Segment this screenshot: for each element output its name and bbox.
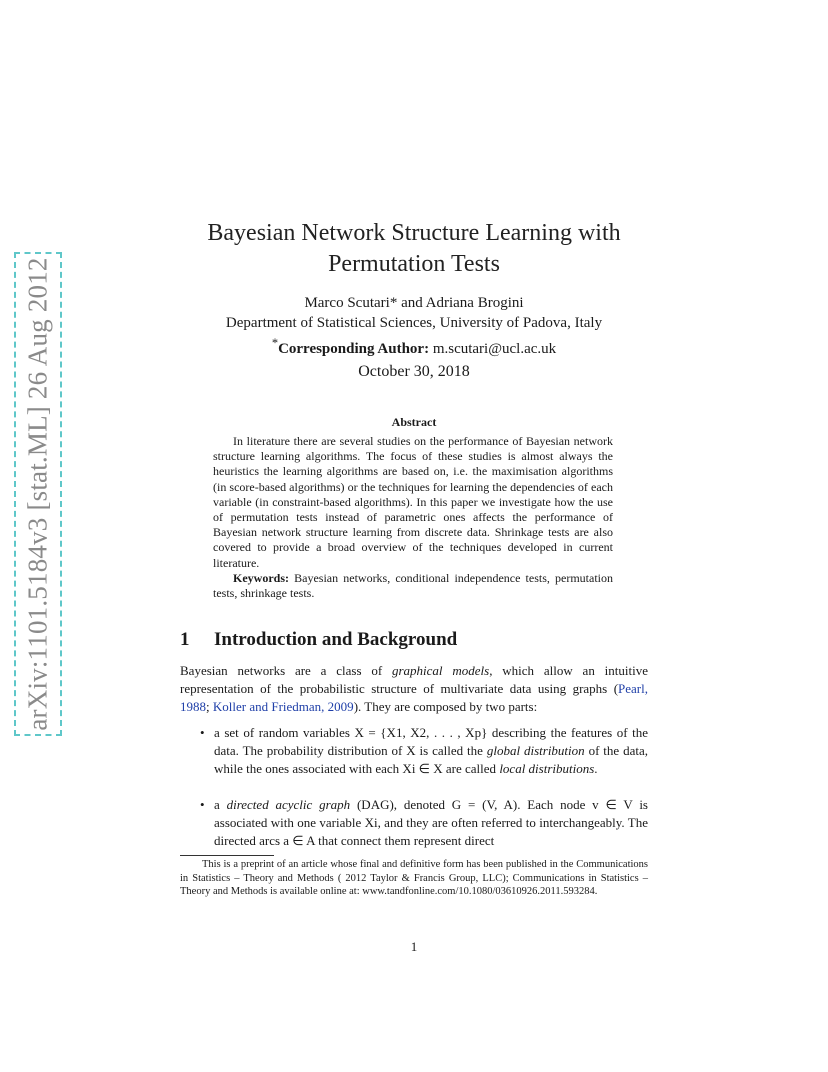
list-item xyxy=(200,796,648,850)
keywords xyxy=(213,571,613,601)
citation-koller-link[interactable]: Koller and Friedman, 2009 xyxy=(212,699,354,714)
author-affiliation: Department of Statistical Sciences, University of Padova, Italy xyxy=(225,315,603,331)
section-number: 1 xyxy=(180,629,190,650)
bullet-2-part-b: (DAG), denoted G = (V, A). Each node v ∈ V is associated with one variable Xi, and they are often referred to interchangeably. The directed arcs a ∈ A that connect them represent direct xyxy=(214,797,648,848)
corresponding-marker: * xyxy=(271,336,279,350)
bullet-icon: • xyxy=(200,725,205,740)
abstract-heading: Abstract xyxy=(391,415,437,429)
arxiv-stamp-text: arXiv:1101.5184v3 [stat.ML] 26 Aug 2012 xyxy=(22,257,53,731)
intro-emphasis: graphical models xyxy=(391,663,490,678)
bullet-1-part-b: of the data, while the ones associated with each Xi ∈ X are called xyxy=(214,743,648,776)
bullet-1-part-a: a set of random variables X = {X1, X2, . . . , Xp} describing the features of the data. The probability distribution of X is called the xyxy=(214,725,648,758)
abstract-body xyxy=(213,434,613,601)
title-line-2: Permutation Tests xyxy=(328,251,500,277)
bullet-2-emphasis: directed acyclic graph xyxy=(226,797,351,812)
paper-title xyxy=(180,218,648,280)
corresponding-author xyxy=(180,333,648,359)
intro-text-1: Bayesian networks are a class of xyxy=(180,663,392,678)
author-names: Marco Scutari* and Adriana Brogini xyxy=(304,295,524,311)
author-block xyxy=(180,293,648,359)
corresponding-label: Corresponding Author: xyxy=(278,341,430,357)
citation-pearl-link[interactable]: Pearl, 1988 xyxy=(180,681,648,714)
intro-text-2: , which allow an intuitive representation of the probabilistic structure of multivariate data using graphs ( xyxy=(180,663,648,696)
title-line-1: Bayesian Network Structure Learning with xyxy=(207,220,621,246)
section-heading xyxy=(180,629,457,651)
bullet-1-emphasis-1: global distribution xyxy=(486,743,585,758)
bullet-1-part-c: . xyxy=(594,761,598,776)
keywords-text: Bayesian networks, conditional independence tests, permutation tests, shrinkage tests. xyxy=(213,570,613,601)
footnote-text: This is a preprint of an article whose final and definitive form has been published in the Communications in Statistics – Theory and Methods ( 2012 Taylor & Francis Group, LLC); Communications in Statistics – Theory and Methods is available online at: www.tandfonline.com/10.1080/03610926.2011.593284. xyxy=(180,859,648,898)
list-item xyxy=(200,724,648,778)
page-number: 1 xyxy=(410,939,418,954)
bullet-icon: • xyxy=(200,797,205,812)
bullet-1-emphasis-2: local distributions xyxy=(499,761,595,776)
bullet-1-text xyxy=(214,724,648,778)
bullet-2-part-a: a xyxy=(214,797,227,812)
intro-text-3: ). They are composed by two parts: xyxy=(353,699,538,714)
section-title: Introduction and Background xyxy=(214,629,458,650)
citation-separator: ; xyxy=(206,699,213,714)
footnote xyxy=(180,858,648,899)
paper-date: October 30, 2018 xyxy=(358,363,470,380)
abstract-text: In literature there are several studies on the performance of Bayesian network structure learning algorithms. The focus of these studies is almost always the heuristics the learning algorithms are based on, i.e. the maximisation algorithms (in score-based algorithms) or the techniques for learning the dependencies of each variable (in constraint-based algorithms). In this paper we investigate how the use of permutation tests instead of parametric ones affects the performance of Bayesian network structure learning from discrete data. Shrinkage tests are also covered to provide a broad overview of the techniques developed in current literature. xyxy=(213,434,613,570)
intro-paragraph xyxy=(180,662,648,716)
corresponding-email: m.scutari@ucl.ac.uk xyxy=(432,341,557,357)
bullet-2-text xyxy=(214,796,648,850)
keywords-label: Keywords: xyxy=(233,570,289,585)
footnote-divider xyxy=(180,855,274,856)
